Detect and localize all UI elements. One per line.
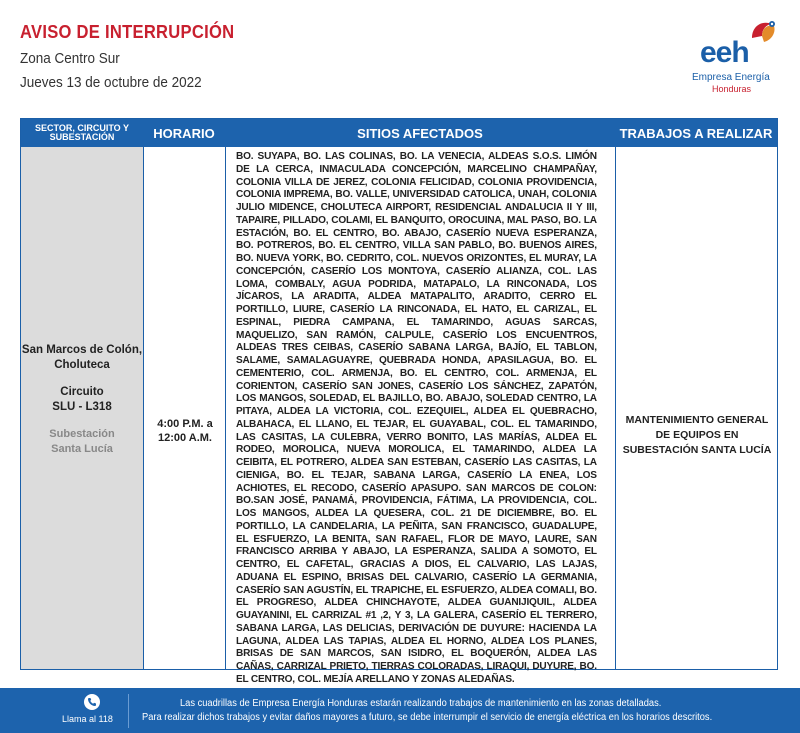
footer-notice-line1: Las cuadrillas de Empresa Energía Honduras estarán realizando trabajos de mantenimiento en las zonas detalladas. xyxy=(180,698,662,709)
sitios-cell xyxy=(225,147,615,685)
horario-cell xyxy=(143,147,225,669)
footer-banner xyxy=(0,688,800,733)
logo-country: Honduras xyxy=(712,84,752,94)
notice-date: Jueves 13 de octubre de 2022 xyxy=(20,74,202,91)
circuit-label: Circuito xyxy=(60,386,104,398)
footer-divider xyxy=(128,694,129,728)
schedule-text: 4:00 P.M. a 12:00 A.M. xyxy=(157,418,213,444)
location-name: San Marcos de Colón, Choluteca xyxy=(21,344,143,371)
notice-title: AVISO DE INTERRUPCIÓN xyxy=(20,22,235,42)
phone-contact[interactable] xyxy=(62,694,113,724)
logo-company-name: Empresa Energía xyxy=(692,72,770,83)
phone-label: Llama al 118 xyxy=(62,714,113,724)
outage-table xyxy=(20,118,778,685)
phone-icon xyxy=(84,694,100,710)
sector-cell xyxy=(21,147,143,669)
header-horario: HORARIO xyxy=(153,125,215,141)
eeh-logo-mark-icon xyxy=(748,18,778,48)
notice-header xyxy=(0,0,800,112)
zone-label: Zona Centro Sur xyxy=(20,50,120,67)
header-sector: SECTOR, CIRCUITO Y SUBESTACIÓN xyxy=(34,123,130,142)
substation-label: Subestación xyxy=(49,428,115,440)
affected-sites-text: BO. SUYAPA, BO. LAS COLINAS, BO. LA VENECIA, ALDEAS S.O.S. LIMÓN DE LA CERCA, INMACULADA CONCEPCIÓN, MARCELINO CHAMPAÑAY, COLONIA VILLA DE JEREZ, COLONIA FELICIDAD, COLONIA PROVIDENCIA, COLONIA IMPREMA, BO. VALLE, UNIVERSIDAD CATOLICA, UNAH, COLONIA JULIO MIDENCE, CHOLUTECA AIRPORT, RESIDENCIAL ANDALUCIA II Y III, TAPAIRE, PILLADO, COLAMI, EL BANQUITO, OROCUINA, MAL PASO, BO. LA ESTACIÓN, BO. EL CENTRO, BO. ABAJO, CASERÍO NUEVA ESPERANZA, BO. POTREROS, BO. EL CENTRO, VILLA SAN PABLO, BO. BUENOS AIRES, BO. NUEVA YORK, BO. CEDRITO, COL. NUEVOS ORIZONTES, EL MURAY, LA CONCEPCIÓN, CASERÍO LOS MONTOYA, CASERÍO ALIANZA, COL. LAS LOMA, COMBALY, AGUA PODRIDA, MATAPALO, LA RINCONADA, LOS JÍCAROS, LA ARADITA, ALDEA MATAPALITO, ARADITO, CERRO EL PORTILLO, LIURE, CASERÍO LA RINCONADA, EL HATO, EL CARIZAL, EL ESPINAL, PIEDRA CAMPANA, EL TAMARINDO, AGUAS SARCAS, MAQUELIZO, SAN RAMÓN, CALPULE, CASERÍO LOS ENCUENTROS, ALDEAS TRES CEIBAS, CASERÍO SABANA LARGA, BAJÍO, EL TABLON, SALAME, SAMALAGUAYRE, QUEBRADA HONDA, APASILAGUA, BO. EL CEMENTERIO, COL. ARMENJA, BO. EL CENTRO, COL. ARMENJA, EL CORIENTON, CASERÍO SAN JONES, CASERÍO LOS SÁNCHEZ, ZAPATÓN, LOS MANGOS, SOLEDAD, EL BAJILLO, BO. ABAJO, SOLEDAD CENTRO, LA PITAYA, ALDEA LA VICTORIA, COL. EZEQUIEL, ALDEA EL QUEBRACHO, ALBAHACA, EL LLANO, EL TEJAR, EL GUAYABAL, COL. EL TAMARINDO, LAS CASITAS, LA CULEBRA, VERRO BONITO, LAS MARÍAS, ALDEA EL RODEO, MOROLICA, NUEVA MOROLICA, EL TAMARINDO, ALDEA LA CEIBITA, EL POTRERO, ALDEA SAN ESTEBAN, CASERÍO LAS CASITAS, LA CIENIGA, BO. EL TEJAR, SABANA LARGA, CASERÍO LA ENEA, LOS ACHIOTES, EL RECODO, CASERÍO APASUPO. SAN MARCOS DE COLON: BO.SAN JOSÉ, PANAMÁ, PROVIDENCIA, FÁTIMA, LA PROVIDENCIA, COL. LOS MANGOS, ALDEA LA QUESERA, COL. 21 DE DICIEMBRE, BO. EL PORTILLO, LA CANDELARIA, LA PEÑITA, SAN FRANCISCO, GUADALUPE, EL ESFUERZO, LA BENITA, SAN RAFAEL, FLOR DE MAYO, LAURE, SAN FRANCISCO ARRIBA Y ABAJO, LA ESPERANZA, SALIDA A SOMOTO, EL CENTRO, EL CAFETAL, GRACIAS A DIOS, EL CALVARIO, LAS LAJAS, ADUANA EL ESPINO, BRISAS DEL CALVARIO, CASERÍO LA GERMANIA, CASERÍO SAN AGUSTÍN, EL TRAPICHE, EL ESFUERZO, ALDEA COMALI, BO. EL PROGRESO, ALDEA CHINCHAYOTE, ALDEA GUANIJIQUIL, ALDEA GUAYANINI, EL CARRIZAL #1 ,2, Y 3, LA GALERA, CASERÍO EL TERRERO, SABANA LARGA, LAS DELICIAS, DERIVACIÓN DE DUYURE: HACIENDA LA LAGUNA, ALDEA LAS TAPIAS, ALDEA EL HORNO, ALDEA LOS PLANES, BRISAS DE SAN MARCOS, SAN ISIDRO, EL BOQUERÓN, ALDEA LAS CAÑAS, CARRIZAL PRIETO, TIERRAS COLORADAS, LIRAQUI, DUYURE, BO. EL CENTRO, COL. MEJÍA ARELLANO Y ZONAS ALEDAÑAS. xyxy=(236,151,597,685)
work-description: MANTENIMIENTO GENERAL DE EQUIPOS EN SUBESTACIÓN SANTA LUCÍA xyxy=(622,414,772,456)
circuit-code: SLU - L318 xyxy=(52,401,112,413)
eeh-logo xyxy=(690,18,780,98)
substation-name: Santa Lucía xyxy=(51,443,113,455)
footer-notice-line2: Para realizar dichos trabajos y evitar daños mayores a futuro, se debe interrumpir el servicio de energía eléctrica en los horarios descritos. xyxy=(142,712,713,723)
header-sitios: SITIOS AFECTADOS xyxy=(357,125,483,141)
table-header-row xyxy=(21,119,777,147)
logo-wordmark: eeh xyxy=(700,36,749,69)
header-trabajos: TRABAJOS A REALIZAR xyxy=(619,125,773,141)
trabajos-cell xyxy=(615,147,777,669)
